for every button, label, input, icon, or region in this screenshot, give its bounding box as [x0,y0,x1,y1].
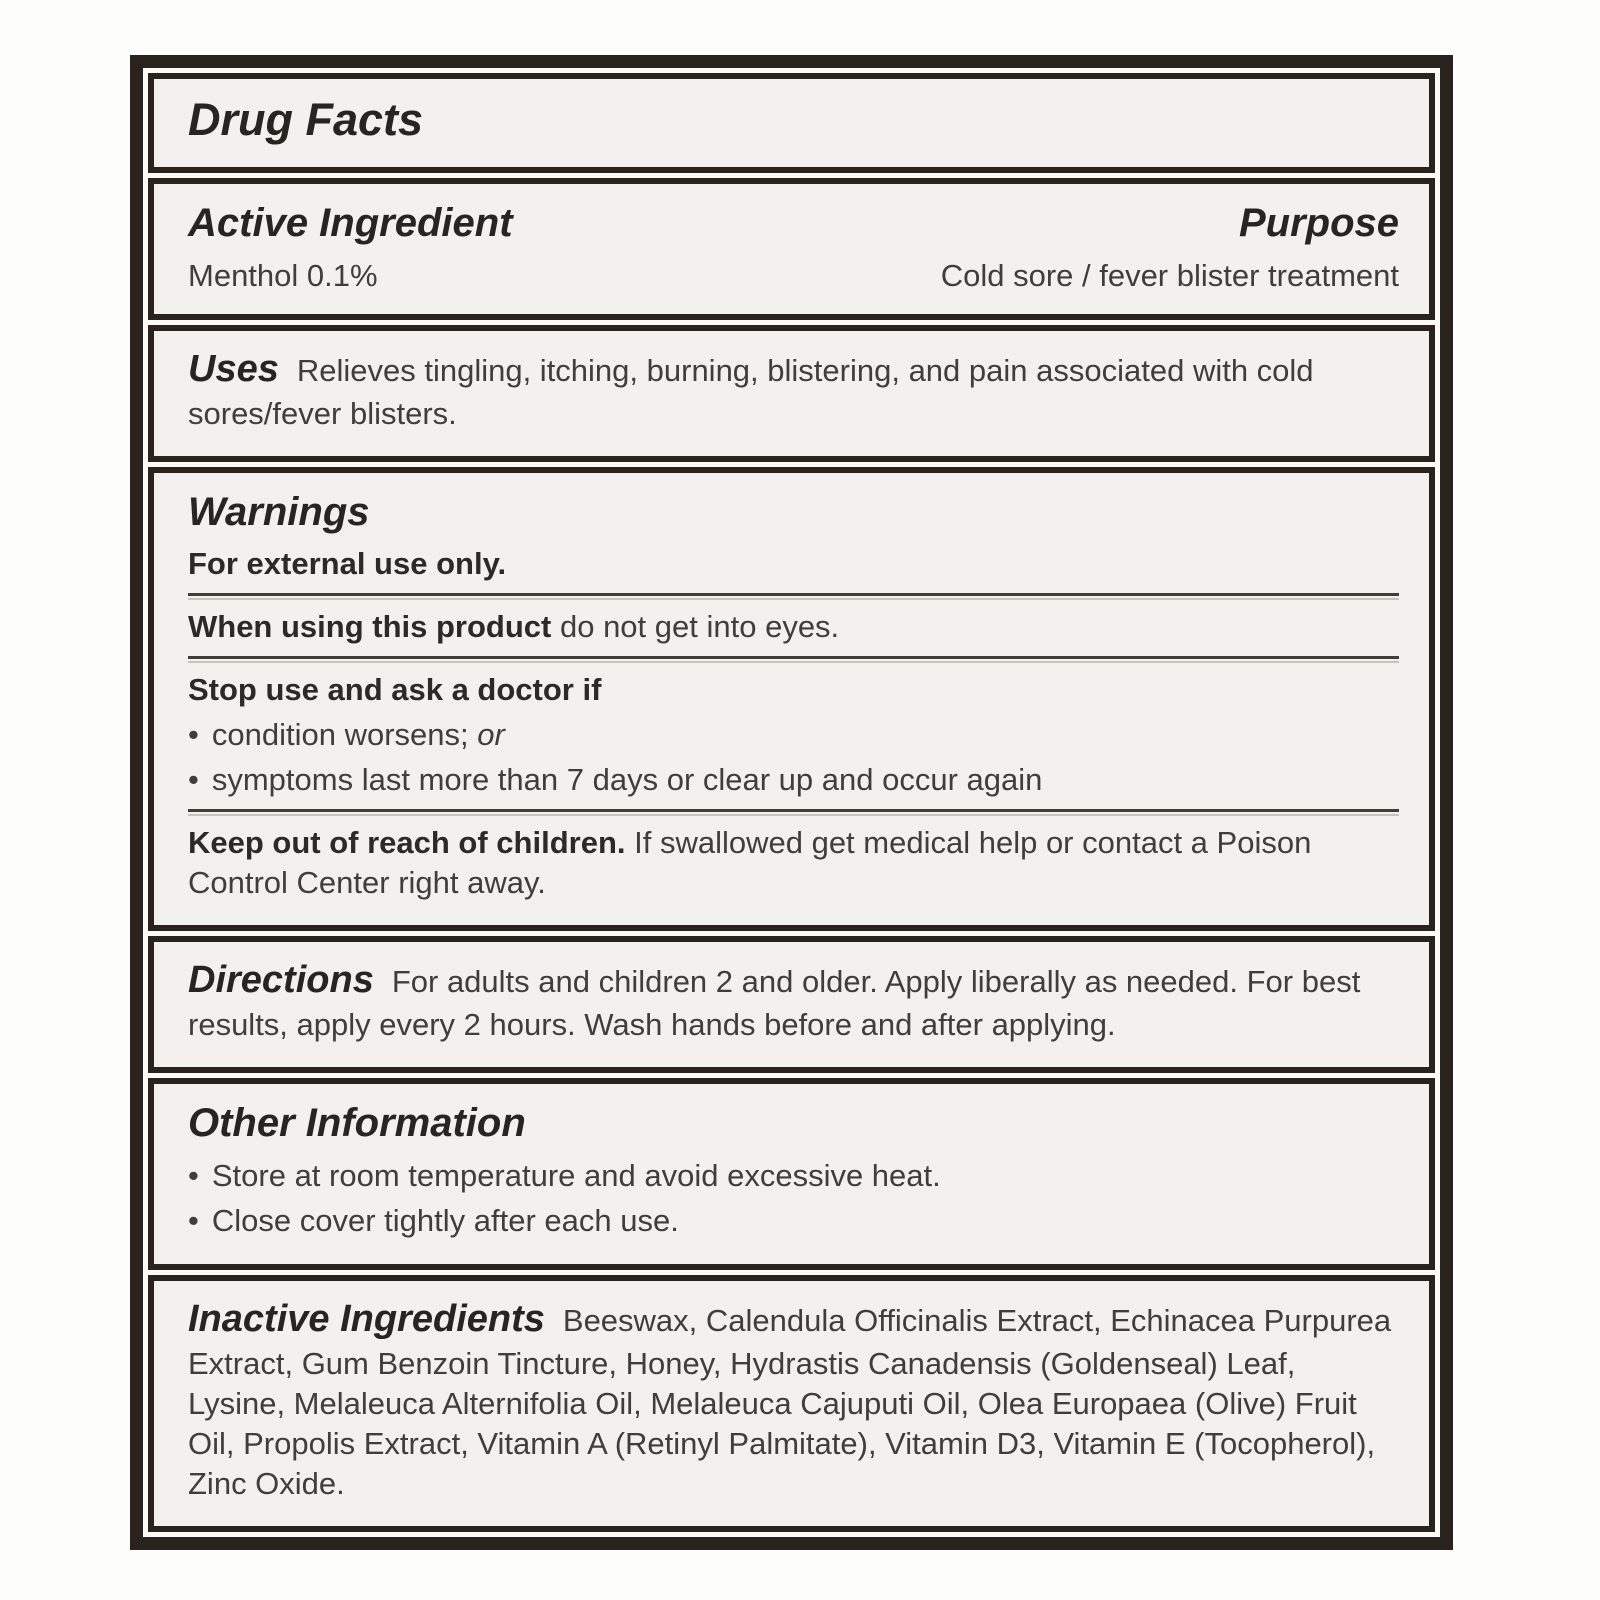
separator-line [188,809,1399,816]
separator-line [188,656,1399,663]
inactive-ingredients-heading: Inactive Ingredients [188,1297,545,1340]
keep-out-line [188,823,1399,903]
other-info-bullet-1 [188,1156,1399,1196]
bullet-icon: • [188,1157,199,1193]
other-info-bullet-1-text: Store at room temperature and avoid excessive heat. [211,1157,941,1193]
other-info-bullet-2-text: Close cover tightly after each use. [211,1202,679,1238]
section-inactive-ingredients [148,1275,1435,1532]
directions-paragraph [188,956,1399,1045]
section-uses [148,325,1435,462]
keep-out-rest: If swallowed get medical help or contact a Poison Control Center right away. [188,825,1312,901]
directions-heading: Directions [188,959,374,1002]
active-purpose-heading-row [188,194,1399,256]
section-warnings [148,467,1435,931]
section-active-ingredient [148,178,1435,320]
warnings-heading: Warnings [188,489,370,534]
when-using-bold: When using this product [188,609,552,645]
warning-bullet-1 [188,715,1399,755]
active-purpose-value-row [188,256,1399,296]
warning-bullet-2-text: symptoms last more than 7 days or clear up and occur again [211,762,1043,798]
section-other-information [148,1078,1435,1270]
uses-heading: Uses [188,347,279,390]
uses-paragraph [188,345,1399,434]
separator-line [188,593,1399,600]
when-using-rest: do not get into eyes. [551,609,840,645]
warning-bullet-1-text: condition worsens; [211,717,478,753]
bullet-icon: • [188,762,199,798]
external-use-line: For external use only. [188,546,507,582]
bullet-icon: • [188,1202,199,1238]
bullet-icon: • [188,717,199,753]
purpose-heading: Purpose [1238,201,1399,246]
keep-out-bold: Keep out of reach of children. [188,825,626,861]
inactive-ingredients-text: Beeswax, Calendula Officinalis Extract, Echinacea Purpurea Extract, Gum Benzoin Tincture, Honey, Hydrastis Canadensis (Goldenseal) Leaf, Lysine, Melaleuca Alternifolia Oil, Melaleuca Cajuputi Oil, Olea Europaea (Olive) Fruit Oil, Propolis Extract, Vitamin A (Retinyl Palmitate), Vitamin D3, Vitamin E (Tocopherol), Zinc Oxide. [188,1302,1392,1501]
drug-facts-label [130,55,1453,1550]
other-info-bullet-2 [188,1201,1399,1241]
drug-facts-heading: Drug Facts [188,94,424,145]
purpose-value: Cold sore / fever blister treatment [940,257,1399,293]
uses-text: Relieves tingling, itching, burning, blistering, and pain associated with cold sores/fever blisters. [188,352,1314,431]
other-information-heading: Other Information [188,1101,526,1146]
section-directions [148,936,1435,1073]
warning-bullet-2 [188,760,1399,800]
directions-text: For adults and children 2 and older. Apply liberally as needed. For best results, apply every 2 hours. Wash hands before and after applying. [188,964,1361,1043]
stop-use-heading: Stop use and ask a doctor if [188,672,602,708]
section-title [148,73,1435,173]
warning-bullet-1-italic: or [477,717,505,753]
when-using-line [188,607,1399,647]
active-ingredient-heading: Active Ingredient [188,201,513,246]
active-ingredient-value: Menthol 0.1% [188,257,378,293]
inactive-ingredients-paragraph [188,1295,1399,1504]
